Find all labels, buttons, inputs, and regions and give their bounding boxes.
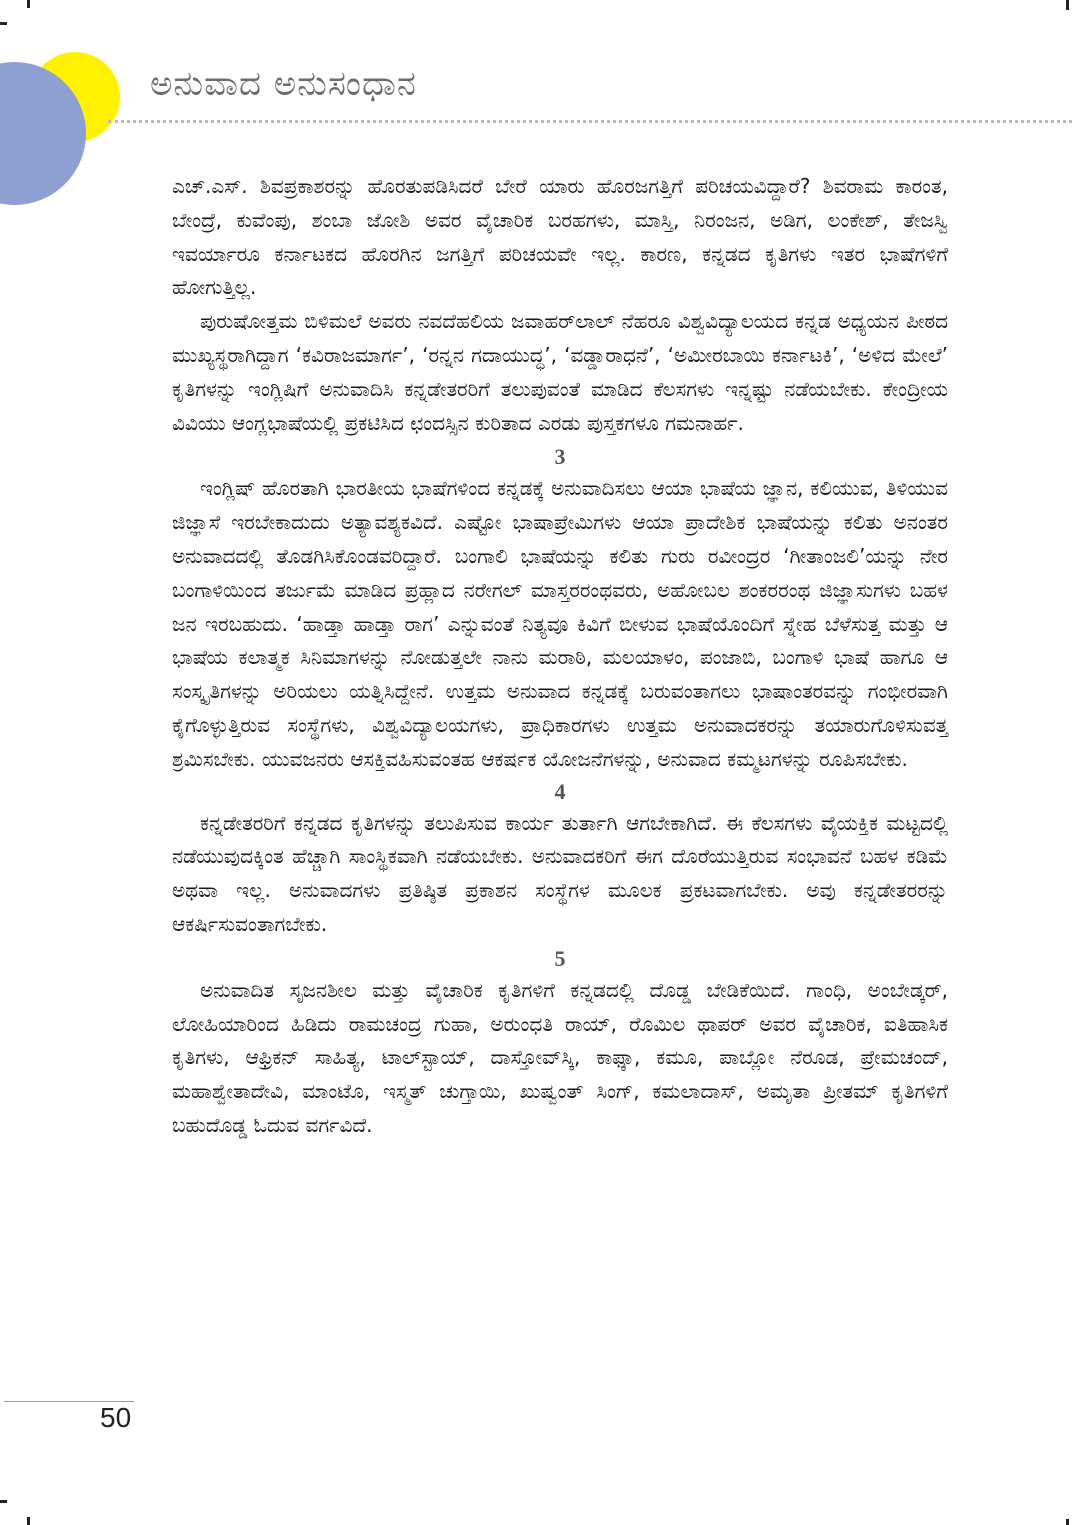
paragraph: ಇಂಗ್ಲಿಷ್ ಹೊರತಾಗಿ ಭಾರತೀಯ ಭಾಷೆಗಳಿಂದ ಕನ್ನಡಕ್ಕೆ ಅನುವಾದಿಸಲು ಆಯಾ ಭಾಷೆಯ ಜ್ಞಾನ, ಕಲಿಯುವ, ತಿಳಿಯುವ ಜಿಜ್ಞಾಸೆ ಇರಬೇಕಾದುದು ಅತ್ಯಾವಶ್ಯಕವಿದೆ. ಎಷ್ಟೋ ಭಾಷಾಪ್ರೇಮಿಗಳು ಆಯಾ ಪ್ರಾದೇಶಿಕ ಭಾಷೆಯನ್ನು ಕಲಿತು ಅನಂತರ ಅನುವಾದದಲ್ಲಿ ತೊಡಗಿಸಿಕೊಂಡವರಿದ್ದಾರೆ. ಬಂಗಾಲಿ ಭಾಷೆಯನ್ನು ಕಲಿತು ಗುರು ರವೀಂದ್ರರ ‘ಗೀತಾಂಜಲಿ’ಯನ್ನು ನೇರ ಬಂಗಾಳಿಯಿಂದ ತರ್ಜುಮೆ ಮಾಡಿದ ಪ್ರಹ್ಲಾದ ನರೇಗಲ್ ಮಾಸ್ತರರಂಥವರು, ಅಹೋಬಲ ಶಂಕರರಂಥ ಜಿಜ್ಞಾಸುಗಳು ಬಹಳ ಜನ ಇರಬಹುದು. ‘ಹಾಡ್ತಾ ಹಾಡ್ತಾ ರಾಗ’ ಎನ್ನುವಂತೆ ನಿತ್ಯವೂ ಕಿವಿಗೆ ಬೀಳುವ ಭಾಷೆಯೊಂದಿಗೆ ಸ್ನೇಹ ಬೆಳೆಸುತ್ತ ಮತ್ತು ಆ ಭಾಷೆಯ ಕಲಾತ್ಮಕ ಸಿನಿಮಾಗಳನ್ನು ನೋಡುತ್ತಲೇ ನಾನು ಮರಾಠಿ, ಮಲಯಾಳಂ, ಪಂಜಾಬಿ, ಬಂಗಾಳಿ ಭಾಷೆ ಹಾಗೂ ಆ ಸಂಸ್ಕೃತಿಗಳನ್ನು ಅರಿಯಲು ಯತ್ನಿಸಿದ್ದೇನೆ. ಉತ್ತಮ ಅನುವಾದ ಕನ್ನಡಕ್ಕೆ ಬರುವಂತಾಗಲು ಭಾಷಾಂತರವನ್ನು ಗಂಭೀರವಾಗಿ ಕೈಗೊಳ್ಳುತ್ತಿರುವ ಸಂಸ್ಥೆಗಳು, ವಿಶ್ವವಿದ್ಯಾಲಯಗಳು, ಪ್ರಾಧಿಕಾರಗಳು ಉತ್ತಮ ಅನುವಾದಕರನ್ನು ತಯಾರುಗೊಳಿಸುವತ್ತ ಶ್ರಮಿಸಬೇಕು. ಯುವಜನರು ಆಸಕ್ತಿವಹಿಸುವಂತಹ ಆಕರ್ಷಕ ಯೋಜನೆಗಳನ್ನು, ಅನುವಾದ ಕಮ್ಮಟಗಳನ್ನು ರೂಪಿಸಬೇಕು. xyxy=(172,476,948,771)
decorative-blue-semicircle xyxy=(0,62,86,205)
crop-mark-top-right-vertical xyxy=(1066,0,1069,10)
section-number: 5 xyxy=(554,945,566,971)
header-dotted-rule xyxy=(108,120,1072,123)
crop-mark-bottom-left-vertical xyxy=(27,1517,30,1525)
running-header-title: ಅನುವಾದ ಅನುಸಂಧಾನ xyxy=(150,64,417,104)
paragraph: ಎಚ್.ಎಸ್. ಶಿವಪ್ರಕಾಶರನ್ನು ಹೊರತುಪಡಿಸಿದರೆ ಬೇರೆ ಯಾರು ಹೊರಜಗತ್ತಿಗೆ ಪರಿಚಯವಿದ್ದಾರೆ? ಶಿವರಾಮ ಕಾರಂತ, ಬೇಂದ್ರೆ, ಕುವೆಂಪು, ಶಂಬಾ ಜೋಶಿ ಅವರ ವೈಚಾರಿಕ ಬರಹಗಳು, ಮಾಸ್ತಿ, ನಿರಂಜನ, ಅಡಿಗ, ಲಂಕೇಶ್, ತೇಜಸ್ವಿ ಇವರ್ಯಾರೂ ಕರ್ನಾಟಕದ ಹೊರಗಿನ ಜಗತ್ತಿಗೆ ಪರಿಚಯವೇ ಇಲ್ಲ. ಕಾರಣ, ಕನ್ನಡದ ಕೃತಿಗಳು ಇತರ ಭಾಷೆಗಳಿಗೆ ಹೋಗುತ್ತಿಲ್ಲ. xyxy=(172,174,948,300)
page-body xyxy=(172,170,948,1143)
paragraph: ಪುರುಷೋತ್ತಮ ಬಿಳಿಮಲೆ ಅವರು ನವದೆಹಲಿಯ ಜವಾಹರ್‌ಲಾಲ್ ನೆಹರೂ ವಿಶ್ವವಿದ್ಯಾಲಯದ ಕನ್ನಡ ಅಧ್ಯಯನ ಪೀಠದ ಮುಖ್ಯಸ್ಥರಾಗಿದ್ದಾಗ ‘ಕವಿರಾಜಮಾರ್ಗ’, ‘ರನ್ನನ ಗದಾಯುದ್ಧ’, ‘ವಡ್ಡಾರಾಧನೆ’, ‘ಅಮೀರಬಾಯಿ ಕರ್ನಾಟಕಿ’, ‘ಅಳಿದ ಮೇಲೆ’ ಕೃತಿಗಳನ್ನು ಇಂಗ್ಲಿಷಿಗೆ ಅನುವಾದಿಸಿ ಕನ್ನಡೇತರರಿಗೆ ತಲುಪುವಂತೆ ಮಾಡಿದ ಕೆಲಸಗಳು ಇನ್ನಷ್ಟು ನಡೆಯಬೇಕು. ಕೇಂದ್ರೀಯ ವಿವಿಯು ಆಂಗ್ಲಭಾಷೆಯಲ್ಲಿ ಪ್ರಕಟಿಸಿದ ಛಂದಸ್ಸಿನ ಕುರಿತಾದ ಎರಡು ಪುಸ್ತಕಗಳೂ ಗಮನಾರ್ಹ. xyxy=(172,309,948,435)
page-number: 50 xyxy=(100,1402,132,1433)
section-number: 4 xyxy=(554,778,566,804)
crop-mark-bottom-left-horizontal xyxy=(0,1500,7,1503)
crop-mark-top-left-horizontal xyxy=(0,22,7,25)
crop-mark-top-left-vertical xyxy=(27,0,30,8)
section-number: 3 xyxy=(554,444,566,470)
paragraph: ಅನುವಾದಿತ ಸೃಜನಶೀಲ ಮತ್ತು ವೈಚಾರಿಕ ಕೃತಿಗಳಿಗೆ ಕನ್ನಡದಲ್ಲಿ ದೊಡ್ಡ ಬೇಡಿಕೆಯಿದೆ. ಗಾಂಧಿ, ಅಂಬೇಡ್ಕರ್, ಲೋಹಿಯಾರಿಂದ ಹಿಡಿದು ರಾಮಚಂದ್ರ ಗುಹಾ, ಅರುಂಧತಿ ರಾಯ್, ರೊಮಿಲ ಥಾಪರ್ ಅವರ ವೈಚಾರಿಕ, ಐತಿಹಾಸಿಕ ಕೃತಿಗಳು, ಆಫ್ರಿಕನ್ ಸಾಹಿತ್ಯ, ಟಾಲ್‌ಸ್ಟಾಯ್, ದಾಸ್ತೋವ್‌ಸ್ಕಿ, ಕಾಫ್ಕಾ, ಕಮೂ, ಪಾಬ್ಲೋ ನೆರೂಡ, ಪ್ರೇಮಚಂದ್, ಮಹಾಶ್ವೇತಾದೇವಿ, ಮಾಂಟೊ, ಇಸ್ಮತ್ ಚುಗ್ತಾಯಿ, ಖುಷ್ವಂತ್ ಸಿಂಗ್, ಕಮಲಾದಾಸ್, ಅಮೃತಾ ಪ್ರೀತಮ್ ಕೃತಿಗಳಿಗೆ ಬಹುದೊಡ್ಡ ಓದುವ ವರ್ಗವಿದೆ. xyxy=(172,977,948,1137)
crop-mark-bottom-right-vertical xyxy=(1066,1519,1069,1525)
paragraph: ಕನ್ನಡೇತರರಿಗೆ ಕನ್ನಡದ ಕೃತಿಗಳನ್ನು ತಲುಪಿಸುವ ಕಾರ್ಯ ತುರ್ತಾಗಿ ಆಗಬೇಕಾಗಿದೆ. ಈ ಕೆಲಸಗಳು ವೈಯಕ್ತಿಕ ಮಟ್ಟದಲ್ಲಿ ನಡೆಯುವುದಕ್ಕಿಂತ ಹೆಚ್ಚಾಗಿ ಸಾಂಸ್ಥಿಕವಾಗಿ ನಡೆಯಬೇಕು. ಅನುವಾದಕರಿಗೆ ಈಗ ದೊರೆಯುತ್ತಿರುವ ಸಂಭಾವನೆ ಬಹಳ ಕಡಿಮೆ ಅಥವಾ ಇಲ್ಲ. ಅನುವಾದಗಳು ಪ್ರತಿಷ್ಠಿತ ಪ್ರಕಾಶನ ಸಂಸ್ಥೆಗಳ ಮೂಲಕ ಪ್ರಕಟವಾಗಬೇಕು. ಅವು ಕನ್ನಡೇತರರನ್ನು ಆಕರ್ಷಿಸುವಂತಾಗಬೇಕು. xyxy=(172,810,948,936)
